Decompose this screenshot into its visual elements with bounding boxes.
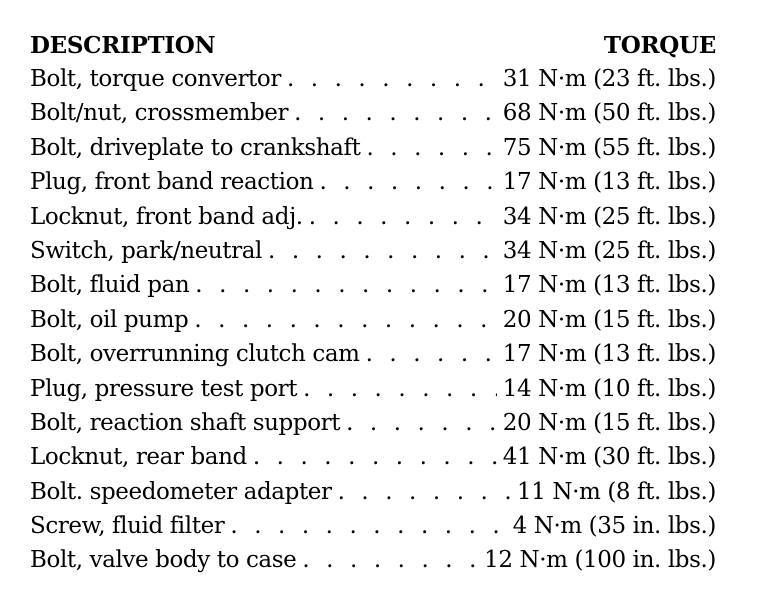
row-description: Screw, fluid filter: [30, 513, 225, 540]
dot-leader: [366, 131, 496, 165]
dot-leader: [366, 337, 497, 371]
table-row: [30, 303, 716, 337]
row-description: Bolt, oil pump: [30, 306, 189, 333]
row-torque: 34 N·m (25 ft. lbs.): [502, 203, 716, 230]
row-description: Locknut, rear band: [30, 444, 247, 471]
row-torque: 4 N·m (35 in. lbs.): [512, 513, 716, 540]
row-description: Bolt, valve body to case: [30, 547, 297, 574]
table-row: [30, 337, 716, 371]
dot-leader: [303, 372, 497, 406]
row-description: Bolt. speedometer adapter: [30, 478, 332, 505]
description-column-header: DESCRIPTION: [30, 32, 216, 59]
row-torque: 68 N·m (50 ft. lbs.): [502, 100, 716, 127]
dot-leader: [230, 509, 506, 543]
row-description: Switch, park/neutral: [30, 237, 263, 264]
table-row: [30, 62, 716, 96]
row-description: Bolt, reaction shaft support: [30, 409, 341, 436]
table-header: [30, 30, 716, 62]
table-row: [30, 234, 716, 268]
row-torque: 11 N·m (8 ft. lbs.): [517, 478, 716, 505]
row-torque: 75 N·m (55 ft. lbs.): [502, 134, 716, 161]
row-description: Locknut, front band adj.: [30, 203, 303, 230]
table-row: [30, 268, 716, 302]
dot-leader: [195, 268, 496, 302]
dot-leader: [268, 234, 497, 268]
row-description: Bolt, driveplate to crankshaft: [30, 134, 361, 161]
dot-leader: [338, 475, 511, 509]
row-torque: 17 N·m (13 ft. lbs.): [502, 272, 716, 299]
dot-leader: [287, 62, 497, 96]
table-row: [30, 200, 716, 234]
table-row: [30, 96, 716, 130]
table-row: [30, 543, 716, 577]
dot-leader: [294, 96, 497, 130]
row-torque: 31 N·m (23 ft. lbs.): [502, 66, 716, 92]
row-torque: 20 N·m (15 ft. lbs.): [502, 409, 716, 436]
table-row: [30, 131, 716, 165]
row-torque: 20 N·m (15 ft. lbs.): [502, 306, 716, 333]
row-description: Bolt, fluid pan: [30, 272, 190, 299]
dot-leader: [253, 440, 497, 474]
table-row: [30, 440, 716, 474]
row-torque: 41 N·m (30 ft. lbs.): [502, 444, 716, 471]
dot-leader: [302, 543, 478, 577]
dot-leader: [309, 200, 497, 234]
row-description: Plug, front band reaction: [30, 169, 314, 196]
row-description: Bolt/nut, crossmember: [30, 100, 289, 127]
row-description: Plug, pressure test port: [30, 375, 298, 402]
table-row: [30, 372, 716, 406]
table-row: [30, 165, 716, 199]
row-torque: 12 N·m (100 in. lbs.): [484, 547, 716, 574]
row-torque: 34 N·m (25 ft. lbs.): [502, 237, 716, 264]
dot-leader: [194, 303, 496, 337]
row-torque: 17 N·m (13 ft. lbs.): [502, 341, 716, 368]
dot-leader: [346, 406, 497, 440]
table-row: [30, 475, 716, 509]
table-row: [30, 509, 716, 543]
row-description: Bolt, overrunning clutch cam: [30, 341, 360, 368]
torque-spec-table: [30, 30, 716, 578]
table-row: [30, 406, 716, 440]
torque-column-header: TORQUE: [603, 32, 716, 59]
dot-leader: [319, 165, 496, 199]
row-description: Bolt, torque convertor: [30, 66, 281, 92]
row-torque: 17 N·m (13 ft. lbs.): [502, 169, 716, 196]
row-torque: 14 N·m (10 ft. lbs.): [502, 375, 716, 402]
